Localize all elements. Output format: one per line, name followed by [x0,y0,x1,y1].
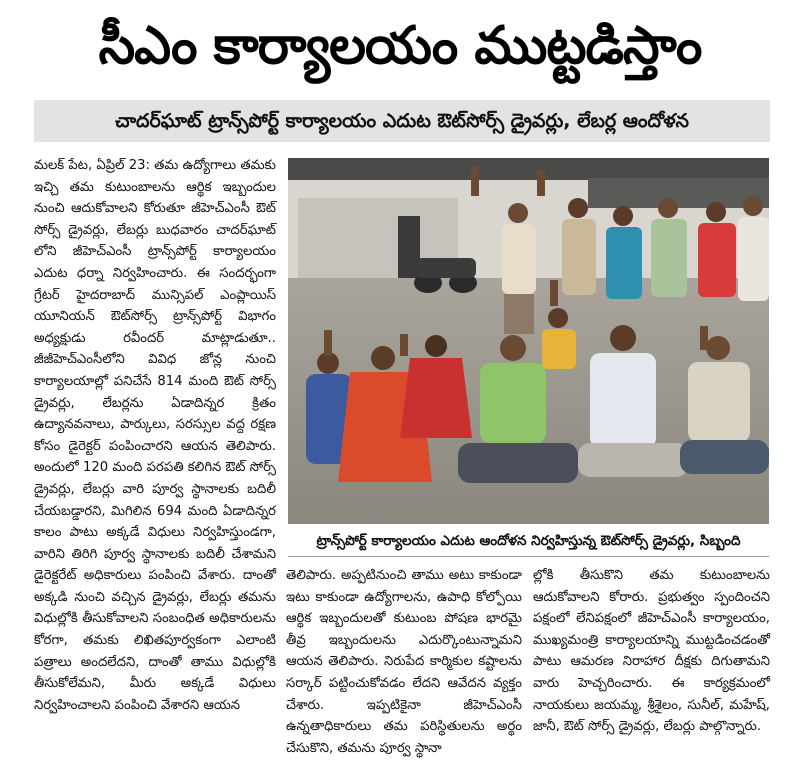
article-column-2 [286,565,522,765]
protest-photo-image [288,158,769,524]
photo-caption: ట్రాన్స్‌పోర్ట్ కార్యాలయం ఎదుట ఆందోళన నిర్వహిస్తున్న ఔట్‌సోర్స్ డ్రైవర్లు, సిబ్బంది [316,533,741,549]
protest-photo [288,158,769,524]
subheadline-bar [34,100,770,142]
article-column-1 [34,155,276,755]
article-column-3 [533,565,770,765]
subheadline: చాదర్‌ఘాట్ ట్రాన్స్‌పోర్ట్ కార్యాలయం ఎదుట ఔట్‌సోర్స్ డ్రైవర్లు, లేబర్ల ఆందోళన [115,110,689,132]
article-text-column-2: తెలిపారు. అప్పటినుంచి తాము అటు కాకుండా ఇటు కాకుండా ఉద్యోగాలను, ఉపాధి కోల్పోయి ఆర్థిక ఇబ్బందులతో కుటుంబ పోషణ భారమై తీవ్ర ఇబ్బందులను ఎదుర్కొంటున్నామని ఆయన తెలిపారు. నిరుపేద కార్మికుల కష్టాలను సర్కార్ పట్టించుకోవడం లేదని ఆవేదన వ్యక్తం చేశారు. ఇప్పటికైనా జీహెచ్ఎంసీ ఉన్నతాధికారులు తమ పరిస్థితులను అర్థం చేసుకొని, తమను పూర్వ స్థానా [286,568,522,756]
article-text-column-1: మలక్ పేట, ఏప్రిల్ 23: తమ ఉద్యోగాలు తమకు ఇచ్చి తమ కుటుంబాలను ఆర్థిక ఇబ్బందుల నుంచి ఆదుకోవాలని కోరుతూ జీహెచ్ఎంసీ ఔట్ సోర్స్ డ్రైవర్లు, లేబర్లు బుధవారం చాదర్‌ఘాట్ లోని జీహెచ్ఎంసీ ట్రాన్స్‌పోర్ట్ కార్యాలయం ఎదుట ధర్నా నిర్వహించారు. ఈ సందర్భంగా గ్రేటర్ హైదరాబాద్ మున్సిపల్ ఎంప్లాయిస్ యూనియన్ ఔట్‌సోర్స్ ట్రాన్స్‌పోర్ట్ విభాగం అధ్యక్షుడు రవీందర్ మాట్లాడుతూ.. జీజీహెచ్ఎంసీలోని వివిధ జోన్ల నుంచి కార్యాలయాల్లో పనిచేసే 814 మంది ఔట్ సోర్స్ డ్రైవర్లు, లేబర్లను ఏడాదిన్నర క్రితం ఉద్యానవనాలు, పార్కులు, సరస్సుల వద్ద రక్షణ కోసం డైరెక్టర్ పంపించారని ఆయన తెలిపారు. అందులో 120 మంది పరపతి కలిగిన ఔట్ సోర్స్ డ్రైవర్లు, లేబర్లు వారి పూర్వ స్థానాలకు బదిలీ చేయబడ్డారని, మిగిలిన 694 మంది ఏడాదిన్నర కాలం పాటు అక్కడే విధులు నిర్వహిస్తుండగా, వారిని తిరిగి పూర్వ స్థానాలకు బదిలీ చేశామని డైరెక్టరేట్ అధికారులు పంపించి వేశారు. దాంతో అక్కడి నుంచి వచ్చిన డ్రైవర్లు, లేబర్లు తమను విధుల్లోకి తీసుకోవాలని సంబంధిత అధికారులను కోరగా, తమకు లిఖితపూర్వకంగా ఎలాంటి పత్రాలు అందలేదని, దాంతో తాము విధుల్లోకి తీసుకోలేమని, మీరు అక్కడే విధులు నిర్వహించాలని పంపించి వేశారని ఆయన [34,158,276,713]
caption-divider [288,556,769,557]
headline: సీఎం కార్యాలయం ముట్టడిస్తాం [98,16,702,76]
article-text-column-3: ల్లోకి తీసుకొని తమ కుటుంబాలను ఆదుకోవాలని కోరారు. ప్రభుత్వం స్పందించని పక్షంలో లేనిపక్షంలో జీహెచ్ఎంసీ కార్యాలయం, ముఖ్యమంత్రి కార్యాలయాన్ని ముట్టడించడంతో పాటు ఆమరణ నిరాహార దీక్షకు దిగుతామని వారు హెచ్చరించారు. ఈ కార్యక్రమంలో నాయకులు జయమ్మ, శ్రీశైలం, సునీల్, మహేష్, జానీ, ఔట్ సోర్స్ డ్రైవర్లు, లేబర్లు పాల్గొన్నారు. [533,568,770,735]
